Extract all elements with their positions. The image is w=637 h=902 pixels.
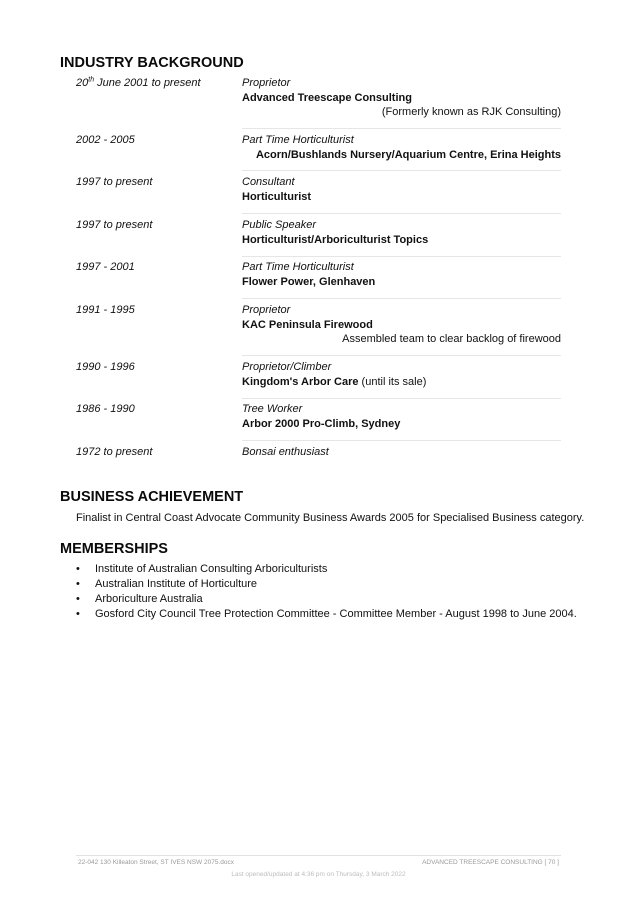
memberships-heading: MEMBERSHIPS bbox=[60, 541, 168, 557]
entry-divider bbox=[242, 398, 561, 399]
entry-organisation: Advanced Treescape Consulting bbox=[242, 91, 412, 104]
entry-organisation: Horticulturist/Arboriculturist Topics bbox=[242, 233, 429, 246]
entry-role: Proprietor/Climber bbox=[242, 361, 332, 373]
footer-page-label: ADVANCED TREESCAPE CONSULTING [ 70 ] bbox=[422, 859, 559, 866]
entry-date: 1997 to present bbox=[76, 219, 153, 231]
entry-organisation: Kingdom's Arbor Care (until its sale) bbox=[242, 375, 427, 388]
bullet-icon: • bbox=[76, 608, 80, 620]
entry-role: Public Speaker bbox=[242, 219, 316, 231]
entry-note: Assembled team to clear backlog of firewood bbox=[342, 333, 561, 345]
membership-label: Arboriculture Australia bbox=[95, 593, 203, 605]
entry-date: 1997 - 2001 bbox=[76, 261, 135, 273]
business-achievement-heading: BUSINESS ACHIEVEMENT bbox=[60, 489, 244, 505]
bullet-icon: • bbox=[76, 593, 80, 605]
entry-date: 1990 - 1996 bbox=[76, 361, 135, 373]
entry-role: Consultant bbox=[242, 176, 295, 188]
entry-role: Part Time Horticulturist bbox=[242, 134, 354, 146]
entry-organisation: Horticulturist bbox=[242, 190, 312, 203]
membership-label: Institute of Australian Consulting Arboriculturists bbox=[95, 563, 328, 575]
entry-note: (Formerly known as RJK Consulting) bbox=[381, 106, 561, 118]
entry-divider bbox=[242, 440, 561, 441]
footer-divider bbox=[76, 855, 561, 856]
industry-background-heading: INDUSTRY BACKGROUND bbox=[60, 55, 244, 71]
entry-divider bbox=[242, 213, 561, 214]
entry-date: 20th June 2001 to present bbox=[76, 76, 201, 89]
entry-divider bbox=[242, 170, 561, 171]
entry-role: Tree Worker bbox=[242, 403, 303, 415]
entry-role: Proprietor bbox=[242, 77, 291, 89]
entry-divider bbox=[242, 298, 561, 299]
footer-filename: 22-042 130 Killeaton Street, ST IVES NSW 2075.docx bbox=[78, 859, 234, 866]
entry-role: Bonsai enthusiast bbox=[242, 446, 329, 458]
entry-date: 1991 - 1995 bbox=[76, 304, 135, 316]
entry-role: Part Time Horticulturist bbox=[242, 261, 354, 273]
membership-label: Gosford City Council Tree Protection Committee - Committee Member - August 1998 to June 2004. bbox=[95, 608, 577, 620]
footer-timestamp: Last opened/updated at 4:36 pm on Thursday, 3 March 2022 bbox=[231, 871, 406, 878]
entry-date: 1986 - 1990 bbox=[76, 403, 135, 415]
entry-divider bbox=[242, 128, 561, 129]
entry-role: Proprietor bbox=[242, 304, 291, 316]
entry-divider bbox=[242, 355, 561, 356]
entry-organisation: KAC Peninsula Firewood bbox=[242, 318, 373, 331]
bullet-icon: • bbox=[76, 578, 80, 590]
business-achievement-text: Finalist in Central Coast Advocate Community Business Awards 2005 for Specialised Business category. bbox=[76, 512, 585, 524]
entry-date: 1997 to present bbox=[76, 176, 153, 188]
entry-date: 1972 to present bbox=[76, 446, 153, 458]
entry-organisation: Acorn/Bushlands Nursery/Aquarium Centre, Erina Heights bbox=[255, 148, 561, 161]
entry-date: 2002 - 2005 bbox=[76, 134, 135, 146]
entry-organisation: Flower Power, Glenhaven bbox=[242, 275, 376, 288]
entry-divider bbox=[242, 256, 561, 257]
membership-label: Australian Institute of Horticulture bbox=[95, 578, 258, 590]
bullet-icon: • bbox=[76, 563, 80, 575]
entry-organisation: Arbor 2000 Pro-Climb, Sydney bbox=[242, 417, 401, 430]
